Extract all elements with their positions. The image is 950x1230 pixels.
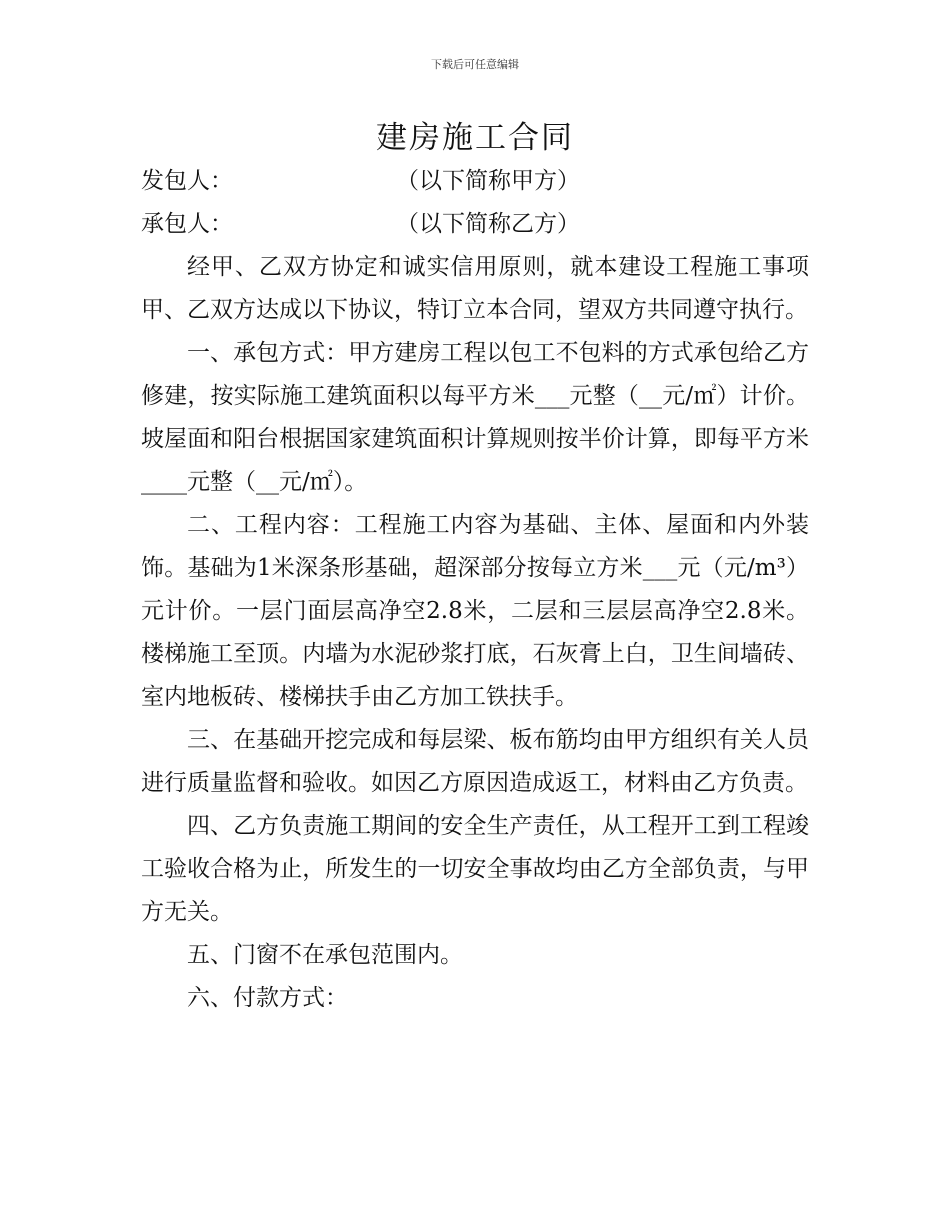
employer-note: （以下简称甲方）	[396, 168, 580, 194]
employer-label: 发包人：	[141, 168, 233, 194]
preamble-paragraph: 经甲、乙双方协定和诚实信用原则，就本建设工程施工事项甲、乙双方达成以下协议，特订立本合同，望双方共同遵守执行。	[141, 254, 809, 323]
contractor-label: 承包人：	[141, 211, 233, 237]
contractor-line	[141, 203, 809, 246]
header-note: 下载后可任意编辑	[431, 58, 519, 71]
document-title: 建房施工合同	[376, 120, 574, 156]
clause-2-paragraph: 二、工程内容：工程施工内容为基础、主体、屋面和内外装饰。基础为1米深条形基础，超深部分按每立方米___元（元/m³）元计价。一层门面层高净空2.8米，二层和三层层高净空2.8米。楼梯施工至顶。内墙为水泥砂浆打底，石灰膏上白，卫生间墙砖、室内地板砖、楼梯扶手由乙方加工铁扶手。	[141, 512, 809, 710]
clause-3-paragraph: 三、在基础开挖完成和每层梁、板布筋均由甲方组织有关人员进行质量监督和验收。如因乙方原因造成返工，材料由乙方负责。	[141, 727, 809, 796]
document-body	[141, 160, 809, 1020]
clause-4-paragraph: 四、乙方负责施工期间的安全生产责任，从工程开工到工程竣工验收合格为止，所发生的一切安全事故均由乙方全部负责，与甲方无关。	[141, 813, 809, 925]
clause-1-paragraph: 一、承包方式：甲方建房工程以包工不包料的方式承包给乙方修建，按实际施工建筑面积以每平方米___元整（__元/㎡）计价。坡屋面和阳台根据国家建筑面积计算规则按半价计算，即每平方米____元整（__元/㎡）。	[141, 340, 809, 495]
employer-line	[141, 160, 809, 203]
clause-5-paragraph: 五、门窗不在承包范围内。	[187, 942, 463, 968]
clause-6-paragraph: 六、付款方式：	[187, 985, 348, 1011]
contractor-note: （以下简称乙方）	[396, 211, 580, 237]
